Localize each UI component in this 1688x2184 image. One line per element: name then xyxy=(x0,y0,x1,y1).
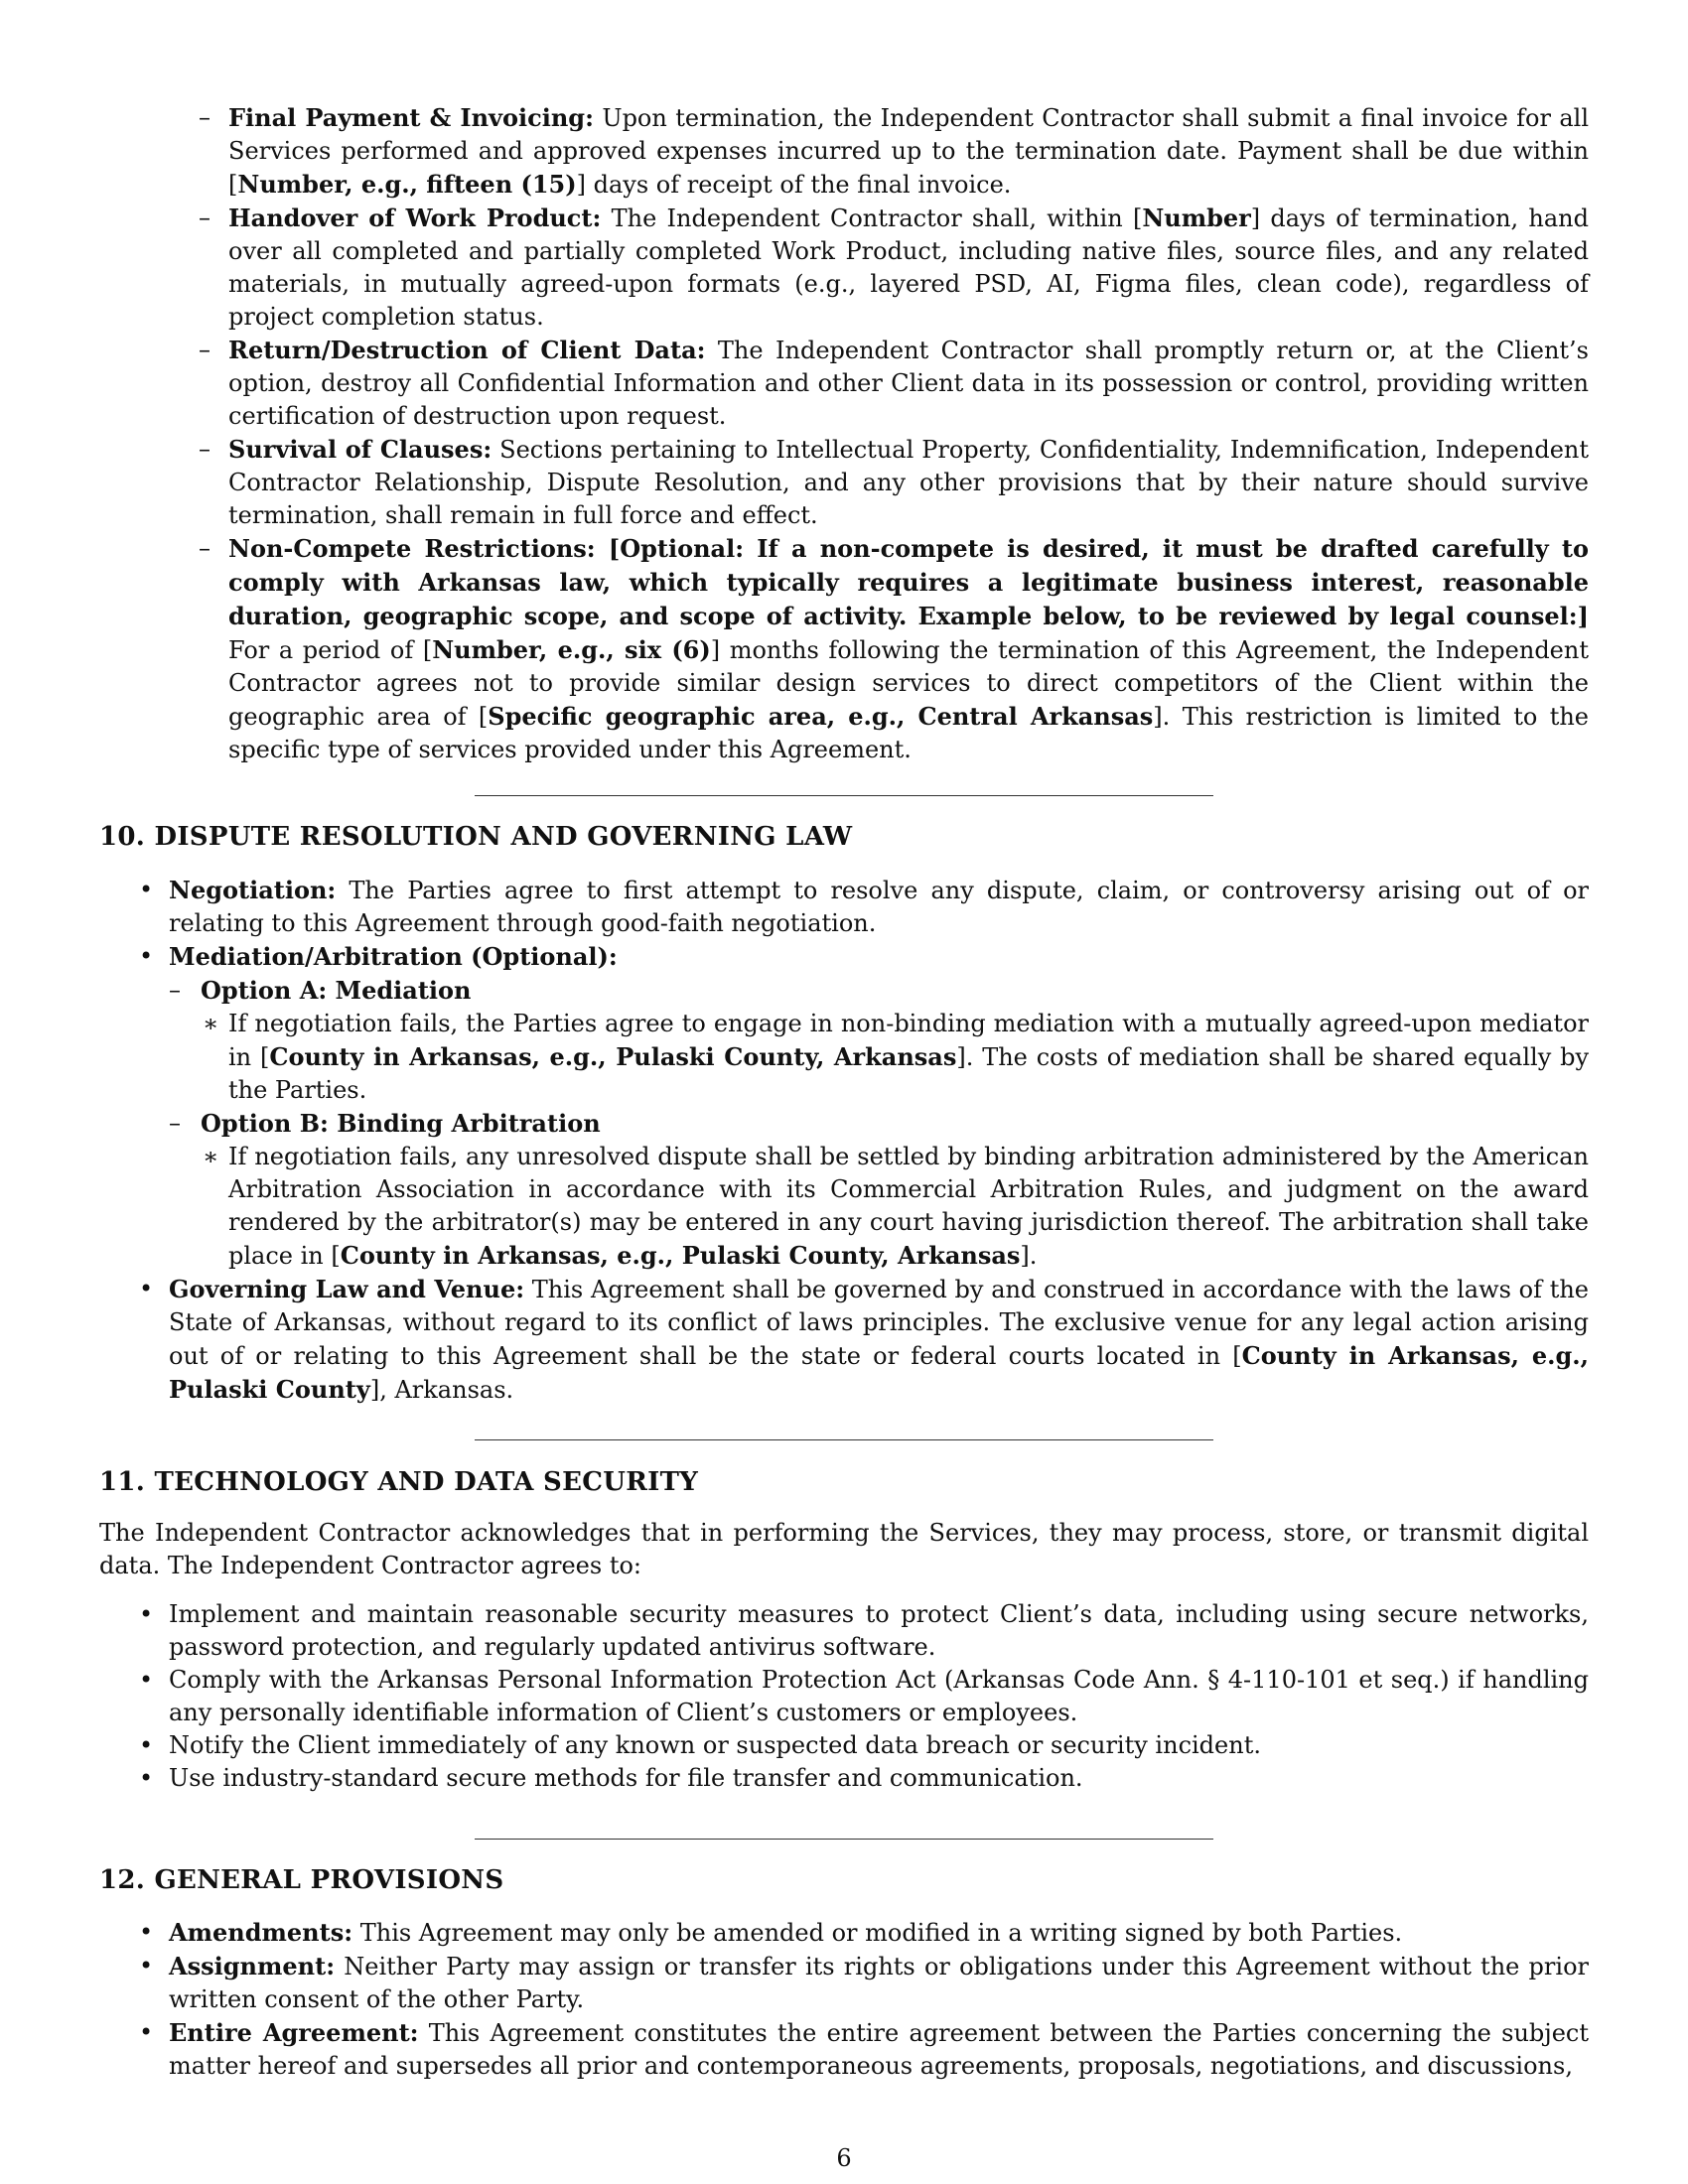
section-11-heading: 11. TECHNOLOGY AND DATA SECURITY xyxy=(99,1467,699,1497)
item-label: Governing Law and Venue: xyxy=(169,1275,525,1303)
item-label: Assignment: xyxy=(169,1952,336,1980)
item-label: Negotiation: xyxy=(169,876,337,904)
item-label: Amendments: xyxy=(169,1918,353,1947)
list-item xyxy=(139,1598,1589,1664)
termination-list xyxy=(199,101,1589,766)
section-12-list xyxy=(139,1916,1589,2083)
item-text: This Agreement may only be amended or modified in a writing signed by both Parties. xyxy=(352,1919,1403,1947)
item-label: Final Payment & Invoicing: xyxy=(228,103,594,132)
item-text: The Independent Contractor shall promptly return or, at the Client’s option, destroy all Confidential Information and other Client data in its possession or control, providing written certification of destruction upon request. xyxy=(228,337,1589,430)
item-text: Sections pertaining to Intellectual Property, Confidentiality, Indemnification, Independent Contractor Relationship, Dispute Resolution, and any other provisions that by their nature should survive termination, shall remain in full force and effect. xyxy=(228,436,1589,529)
item-placeholder: County in Arkansas, e.g., Pulaski County, Arkansas xyxy=(269,1042,957,1071)
section-12-heading: 12. GENERAL PROVISIONS xyxy=(99,1865,504,1895)
item-placeholder: Number, e.g., six (6) xyxy=(432,635,711,664)
list-item-non-compete xyxy=(199,532,1589,766)
item-label: Survival of Clauses: xyxy=(228,435,492,464)
item-text: Upon termination, the Independent Contractor shall submit a final invoice for all Services performed and approved expenses incurred up to the termination date. Payment shall be due within [ xyxy=(228,104,1590,199)
item-text: The Independent Contractor shall, within [ xyxy=(601,205,1143,232)
item-text: The Parties agree to first attempt to resolve any dispute, claim, or controversy arising out of or relating to this Agreement through good-faith negotiation. xyxy=(169,877,1589,937)
list-item-handover xyxy=(199,202,1589,334)
option-a-details xyxy=(201,1008,1589,1107)
section-divider xyxy=(475,1839,1213,1840)
asterisk-marker: ∗ xyxy=(203,1010,219,1037)
list-item-negotiation xyxy=(139,874,1589,940)
bullet-marker: • xyxy=(139,1918,154,1946)
item-label: Return/Destruction of Client Data: xyxy=(228,336,706,364)
dash-marker: – xyxy=(199,336,211,363)
item-text: This Agreement shall be governed by and construed in accordance with the laws of the State of Arkansas, without regard to its conflict of laws principles. The exclusive venue for any legal action arising out of or relating to this Agreement shall be the state or federal courts located in [ xyxy=(169,1276,1589,1370)
optional-note: [Optional: If a non-compete is desired, it must be drafted carefully to comply with Arkansas law, which typically requires a legitimate business interest, reasonable duration, geographic scope, and scope of activity. Example below, to be reviewed by legal counsel:] xyxy=(228,534,1589,630)
item-text: For a period of [ xyxy=(228,636,433,664)
list-item-amendments xyxy=(139,1916,1589,1950)
bullet-marker: • xyxy=(139,942,154,970)
section-10-list xyxy=(139,874,1589,1407)
list-item-mediation-arbitration xyxy=(139,940,1589,1273)
item-label: Non-Compete Restrictions: xyxy=(228,534,596,563)
list-item-governing-law xyxy=(139,1273,1589,1407)
item-text: Notify the Client immediately of any known or suspected data breach or security incident. xyxy=(169,1731,1261,1759)
list-item-assignment xyxy=(139,1950,1589,2016)
item-text: Implement and maintain reasonable security measures to protect Client’s data, including using secure networks, password protection, and regularly updated antivirus software. xyxy=(169,1600,1589,1661)
dash-marker: – xyxy=(169,976,181,1004)
bullet-marker: • xyxy=(139,1731,154,1759)
item-text: ] months following the termination of this Agreement, the Independent Contractor agrees not to provide similar design services to direct competitors of the Client within the geographic area of [ xyxy=(228,636,1589,731)
item-text: ]. The costs of mediation shall be shared equally by the Parties. xyxy=(228,1043,1590,1104)
list-item-survival xyxy=(199,433,1589,532)
list-item-return-destruction xyxy=(199,334,1589,433)
dash-marker: – xyxy=(199,204,211,231)
bullet-marker: • xyxy=(139,1666,154,1694)
item-text: ], Arkansas. xyxy=(369,1376,514,1404)
option-a-detail xyxy=(201,1008,1589,1107)
item-label: Mediation/Arbitration (Optional): xyxy=(169,942,618,971)
item-placeholder: Specific geographic area, e.g., Central Arkansas xyxy=(488,702,1154,731)
item-text: Use industry-standard secure methods for file transfer and communication. xyxy=(169,1764,1083,1792)
section-11-intro: The Independent Contractor acknowledges that in performing the Services, they may process, store, or transmit digital data. The Independent Contractor agrees to: xyxy=(99,1519,1589,1579)
option-label: Option B: Binding Arbitration xyxy=(201,1109,601,1138)
list-item xyxy=(139,1729,1589,1762)
item-text: ]. xyxy=(1020,1242,1038,1270)
bullet-marker: • xyxy=(139,1600,154,1628)
item-text: ] days of receipt of the final invoice. xyxy=(576,171,1012,199)
item-text: If negotiation fails, any unresolved dispute shall be settled by binding arbitration administered by the American Arbitration Association in accordance with its Commercial Arbitration Rules, and judgment on the award rendered by the arbitrator(s) may be entered in any court having jurisdiction thereof. The arbitration shall take place in [ xyxy=(228,1143,1589,1270)
option-label: Option A: Mediation xyxy=(201,976,472,1005)
bullet-marker: • xyxy=(139,1764,154,1792)
list-item xyxy=(139,1664,1589,1729)
section-divider xyxy=(475,795,1213,796)
section-11-list xyxy=(139,1598,1589,1795)
item-text: Comply with the Arkansas Personal Information Protection Act (Arkansas Code Ann. § 4-110-101 et seq.) if handling any personally identifiable information of Client’s customers or employees. xyxy=(169,1666,1589,1726)
option-a xyxy=(169,974,1589,1107)
item-label: Handover of Work Product: xyxy=(228,204,602,232)
list-item-final-payment xyxy=(199,101,1589,202)
item-text: ]. This restriction is limited to the specific type of services provided under this Agreement. xyxy=(228,703,1589,763)
item-placeholder: County in Arkansas, e.g., Pulaski County xyxy=(169,1341,1589,1404)
item-label: Entire Agreement: xyxy=(169,2018,419,2047)
section-10-heading: 10. DISPUTE RESOLUTION AND GOVERNING LAW xyxy=(99,822,853,852)
dash-marker: – xyxy=(199,103,211,131)
section-divider xyxy=(475,1439,1213,1440)
dash-marker: – xyxy=(199,534,211,562)
item-placeholder: County in Arkansas, e.g., Pulaski County, Arkansas xyxy=(340,1241,1021,1270)
item-text: ] days of termination, hand over all completed and partially completed Work Product, including native files, source files, and any related materials, in mutually agreed-upon formats (e.g., layered PSD, AI, Figma files, clean code), regardless of project completion status. xyxy=(228,205,1590,331)
item-placeholder: Number xyxy=(1142,204,1251,232)
item-placeholder: Number, e.g., fifteen (15) xyxy=(237,170,577,199)
bullet-marker: • xyxy=(139,1275,154,1302)
bullet-marker: • xyxy=(139,876,154,903)
asterisk-marker: ∗ xyxy=(203,1143,219,1170)
list-item-entire-agreement xyxy=(139,2016,1589,2083)
item-text: Neither Party may assign or transfer its rights or obligations under this Agreement without the prior written consent of the other Party. xyxy=(169,1953,1589,2013)
item-text: This Agreement constitutes the entire agreement between the Parties concerning the subject matter hereof and supersedes all prior and contemporaneous agreements, proposals, negotiations, and discussions, xyxy=(169,2019,1590,2080)
dash-marker: – xyxy=(169,1109,181,1137)
dash-marker: – xyxy=(199,435,211,463)
option-b-details xyxy=(201,1141,1589,1273)
page-number: 6 xyxy=(836,2144,852,2172)
item-text: If negotiation fails, the Parties agree to engage in non-binding mediation with a mutually agreed-upon mediator in [ xyxy=(228,1010,1589,1071)
option-b xyxy=(169,1107,1589,1273)
mediation-options-list xyxy=(169,974,1589,1273)
option-b-detail xyxy=(201,1141,1589,1273)
list-item xyxy=(139,1762,1589,1795)
bullet-marker: • xyxy=(139,2018,154,2046)
bullet-marker: • xyxy=(139,1952,154,1979)
